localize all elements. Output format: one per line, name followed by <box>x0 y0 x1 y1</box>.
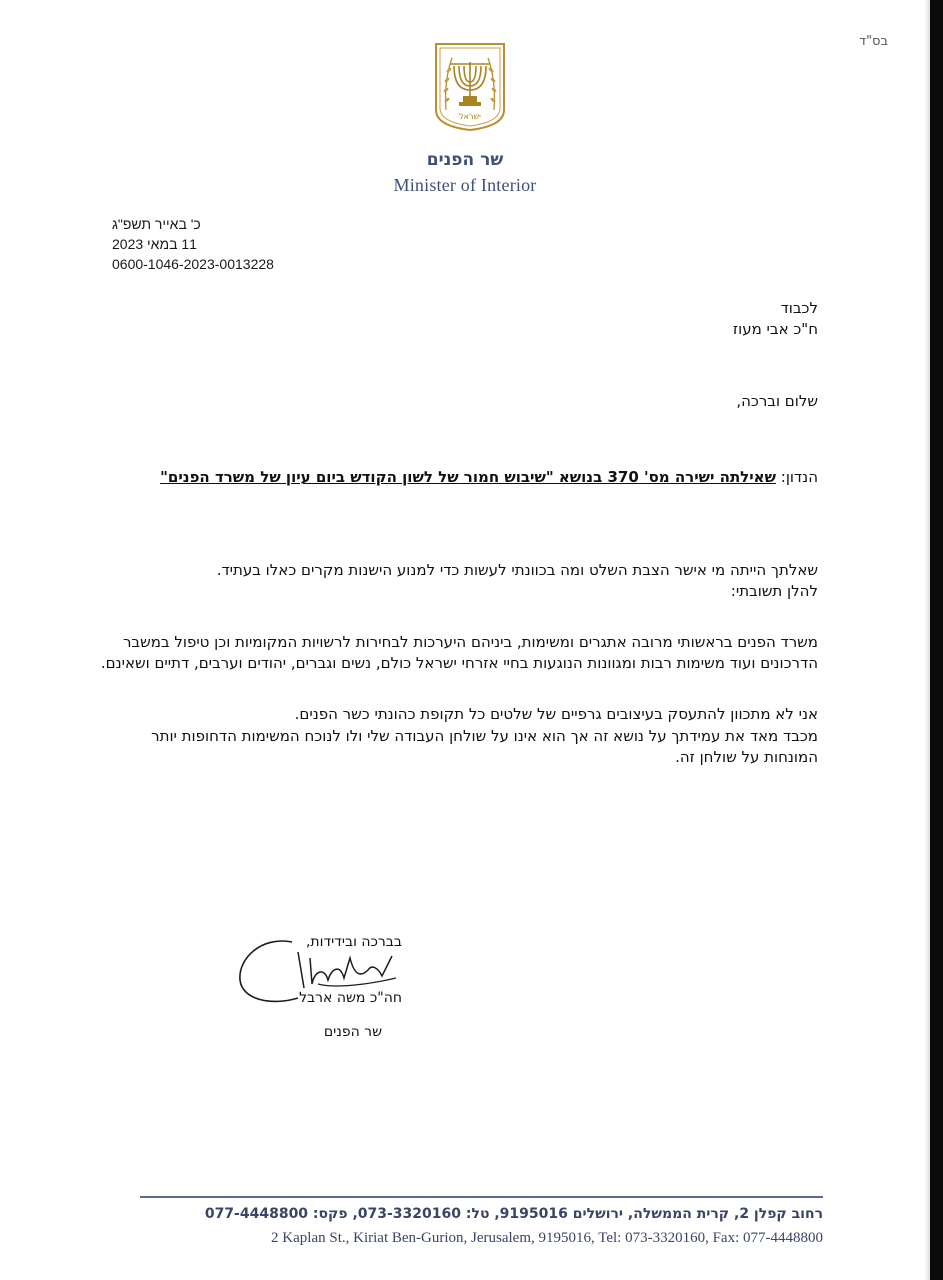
footer-address-hebrew: רחוב קפלן 2, קרית הממשלה, ירושלים 9195016, טל: 073-3320160, פקס: 077-4448800 <box>204 1206 823 1222</box>
paragraph-respect: מכבד מאד את עמידתך על נושא זה אך הוא אינו על שולחן העבודה שלי ולו לנוכח המשימות הדחופות יותר המונחות על שולחן זה. <box>151 727 818 766</box>
date-block <box>112 214 332 274</box>
paragraph-question <box>98 560 818 602</box>
recipient-block <box>733 298 818 340</box>
recipient-salutation: לכבוד <box>780 299 818 317</box>
recipient-name: ח"כ אבי מעוז <box>732 320 818 338</box>
signer-name: חה"כ משה ארבל <box>299 990 402 1006</box>
hebrew-date: כ' באייר תשפ"ג <box>112 216 201 232</box>
subject-text: שאילתה ישירה מס' 370 בנושא "שיבוש חמור של לשון הקודש ביום עיון של משרד הפנים" <box>160 468 776 486</box>
greeting: שלום וברכה, <box>736 392 818 410</box>
page-edge-shadow <box>924 0 930 1280</box>
ministry-title-english: Minister of Interior <box>393 175 537 195</box>
paragraph-graphic-design: אני לא מתכוון להתעסק בעיצובים גרפיים של שלטים כל תקופת כהונתי כשר הפנים. <box>294 705 818 723</box>
gregorian-date: 11 במאי 2023 <box>112 236 197 252</box>
subject-label: הנדון: <box>780 468 818 486</box>
closing-line: בברכה ובידידות, <box>305 934 402 950</box>
signer-title: שר הפנים <box>323 1024 382 1040</box>
corner-mark: בס"ד <box>858 34 888 49</box>
reference-number: 0600-1046-2023-0013228 <box>112 256 274 272</box>
footer-address-english: 2 Kaplan St., Kiriat Ben-Gurion, Jerusalem, 9195016, Tel: 073-3320160, Fax: 077-4448800 <box>271 1230 823 1246</box>
state-emblem-icon <box>430 40 510 132</box>
paragraph-ministry-tasks: משרד הפנים בראשותי מרובה אתגרים ומשימות, ביניהם היערכות לבחירות לרשויות המקומיות וכן טיפול במשבר הדרכונים ועוד משימות רבות ומגוונות הנוגעות בחיי אזרחי ישראל כולם, נשים וגברים, יהודים וערבים, דתיים ושאינם. <box>100 633 818 672</box>
ministry-title-hebrew: שר הפנים <box>426 150 504 170</box>
footer-divider <box>140 1196 823 1198</box>
emblem-label: ישראל <box>459 112 481 121</box>
subject-line <box>160 468 818 486</box>
paragraph-answer-intro: להלן תשובתי: <box>730 582 818 600</box>
paragraph-question-text: שאלתך הייתה מי אישר הצבת השלט ומה בכוונתי לעשות כדי למנוע הישנות מקרים כאלו בעתיד. <box>216 561 818 579</box>
